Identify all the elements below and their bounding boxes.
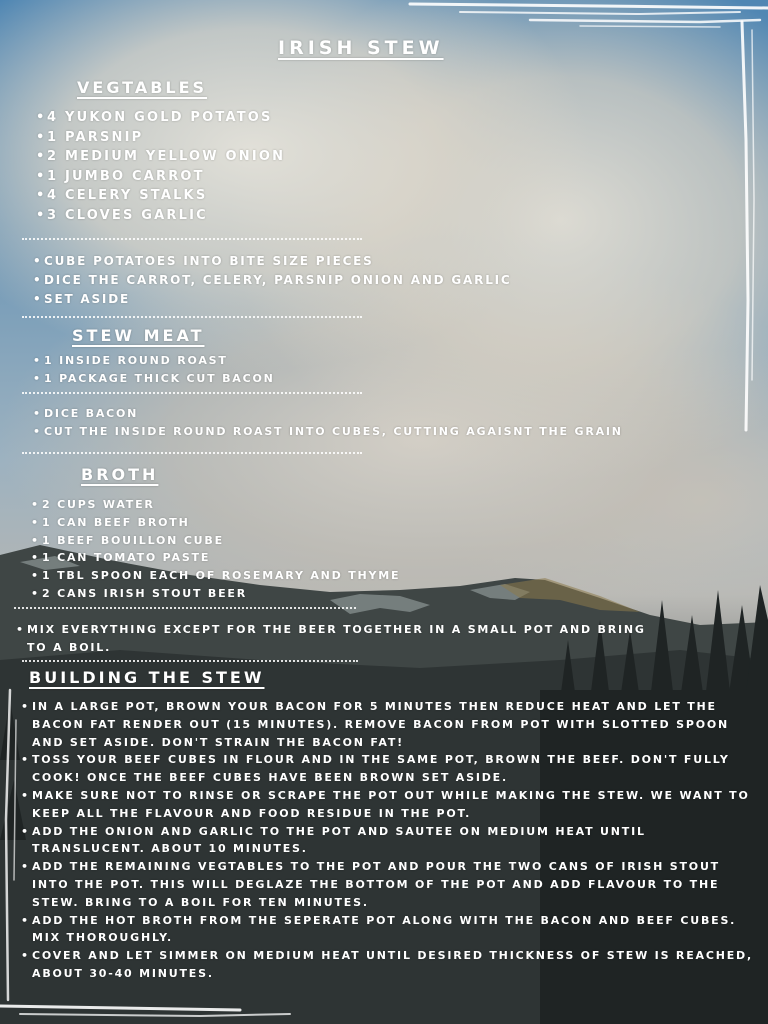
list-item: • 4 YUKON GOLD POTATOS bbox=[36, 108, 285, 128]
broth-step-list bbox=[16, 621, 666, 657]
list-item: • 1 TBL SPOON EACH OF ROSEMARY AND THYME bbox=[31, 567, 400, 585]
vegetables-ingredient-list bbox=[36, 108, 285, 225]
dotted-divider bbox=[22, 452, 362, 454]
dotted-divider bbox=[22, 660, 358, 662]
list-item: • ADD THE ONION AND GARLIC TO THE POT AND SAUTEE ON MEDIUM HEAT UNTIL TRANSLUCENT. ABOUT 10 MINUTES. bbox=[21, 823, 756, 859]
list-item: • 1 PARSNIP bbox=[36, 128, 285, 148]
list-item: • IN A LARGE POT, BROWN YOUR BACON FOR 5 MINUTES THEN REDUCE HEAT AND LET THE BACON FAT RENDER OUT (15 MINUTES). REMOVE BACON FROM POT WITH SLOTTED SPOON AND SET ASIDE. DON'T STRAIN THE BACON FAT! bbox=[21, 698, 756, 751]
list-item: • 1 CAN TOMATO PASTE bbox=[31, 549, 400, 567]
dotted-divider bbox=[22, 392, 362, 394]
section-heading-broth: BROTH bbox=[81, 465, 159, 484]
vegetables-step-list bbox=[33, 252, 512, 309]
list-item: • CUT THE INSIDE ROUND ROAST INTO CUBES, CUTTING AGAISNT THE GRAIN bbox=[33, 423, 623, 441]
list-item: • 3 CLOVES GARLIC bbox=[36, 206, 285, 226]
stew-meat-ingredient-list bbox=[33, 352, 275, 388]
stew-meat-step-list bbox=[33, 405, 623, 441]
list-item: • 2 CUPS WATER bbox=[31, 496, 400, 514]
list-item: • ADD THE REMAINING VEGTABLES TO THE POT AND POUR THE TWO CANS OF IRISH STOUT INTO THE POT. THIS WILL DEGLAZE THE BOTTOM OF THE POT AND ADD FLAVOUR TO THE STEW. BRING TO A BOIL FOR TEN MINUTES. bbox=[21, 858, 756, 911]
building-step-list bbox=[21, 698, 756, 983]
list-item: • 2 CANS IRISH STOUT BEER bbox=[31, 585, 400, 603]
dotted-divider bbox=[22, 238, 362, 240]
list-item: • 1 JUMBO CARROT bbox=[36, 167, 285, 187]
list-item: • ADD THE HOT BROTH FROM THE SEPERATE POT ALONG WITH THE BACON AND BEEF CUBES. MIX THOROUGHLY. bbox=[21, 912, 756, 948]
section-heading-vegetables: VEGTABLES bbox=[77, 78, 208, 97]
page-title: IRISH STEW bbox=[278, 37, 444, 59]
dotted-divider bbox=[14, 607, 356, 609]
list-item: • MAKE SURE NOT TO RINSE OR SCRAPE THE POT OUT WHILE MAKING THE STEW. WE WANT TO KEEP ALL THE FLAVOUR AND FOOD RESIDUE IN THE POT. bbox=[21, 787, 756, 823]
list-item: • 1 CAN BEEF BROTH bbox=[31, 514, 400, 532]
section-heading-stew-meat: STEW MEAT bbox=[72, 326, 205, 345]
list-item: • DICE THE CARROT, CELERY, PARSNIP ONION AND GARLIC bbox=[33, 271, 512, 290]
list-item: • SET ASIDE bbox=[33, 290, 512, 309]
broth-ingredient-list bbox=[31, 496, 400, 603]
list-item: • MIX EVERYTHING EXCEPT FOR THE BEER TOGETHER IN A SMALL POT AND BRING TO A BOIL. bbox=[16, 621, 666, 657]
list-item: • COVER AND LET SIMMER ON MEDIUM HEAT UNTIL DESIRED THICKNESS OF STEW IS REACHED, ABOUT 30-40 MINUTES. bbox=[21, 947, 756, 983]
list-item: • DICE BACON bbox=[33, 405, 623, 423]
list-item: • TOSS YOUR BEEF CUBES IN FLOUR AND IN THE SAME POT, BROWN THE BEEF. DON'T FULLY COOK! ONCE THE BEEF CUBES HAVE BEEN BROWN SET ASIDE. bbox=[21, 751, 756, 787]
list-item: • 1 INSIDE ROUND ROAST bbox=[33, 352, 275, 370]
list-item: • 1 BEEF BOUILLON CUBE bbox=[31, 532, 400, 550]
list-item: • 4 CELERY STALKS bbox=[36, 186, 285, 206]
dotted-divider bbox=[22, 316, 362, 318]
list-item: • CUBE POTATOES INTO BITE SIZE PIECES bbox=[33, 252, 512, 271]
list-item: • 2 MEDIUM YELLOW ONION bbox=[36, 147, 285, 167]
list-item: • 1 PACKAGE THICK CUT BACON bbox=[33, 370, 275, 388]
section-heading-building-the-stew: BUILDING THE STEW bbox=[29, 668, 265, 687]
